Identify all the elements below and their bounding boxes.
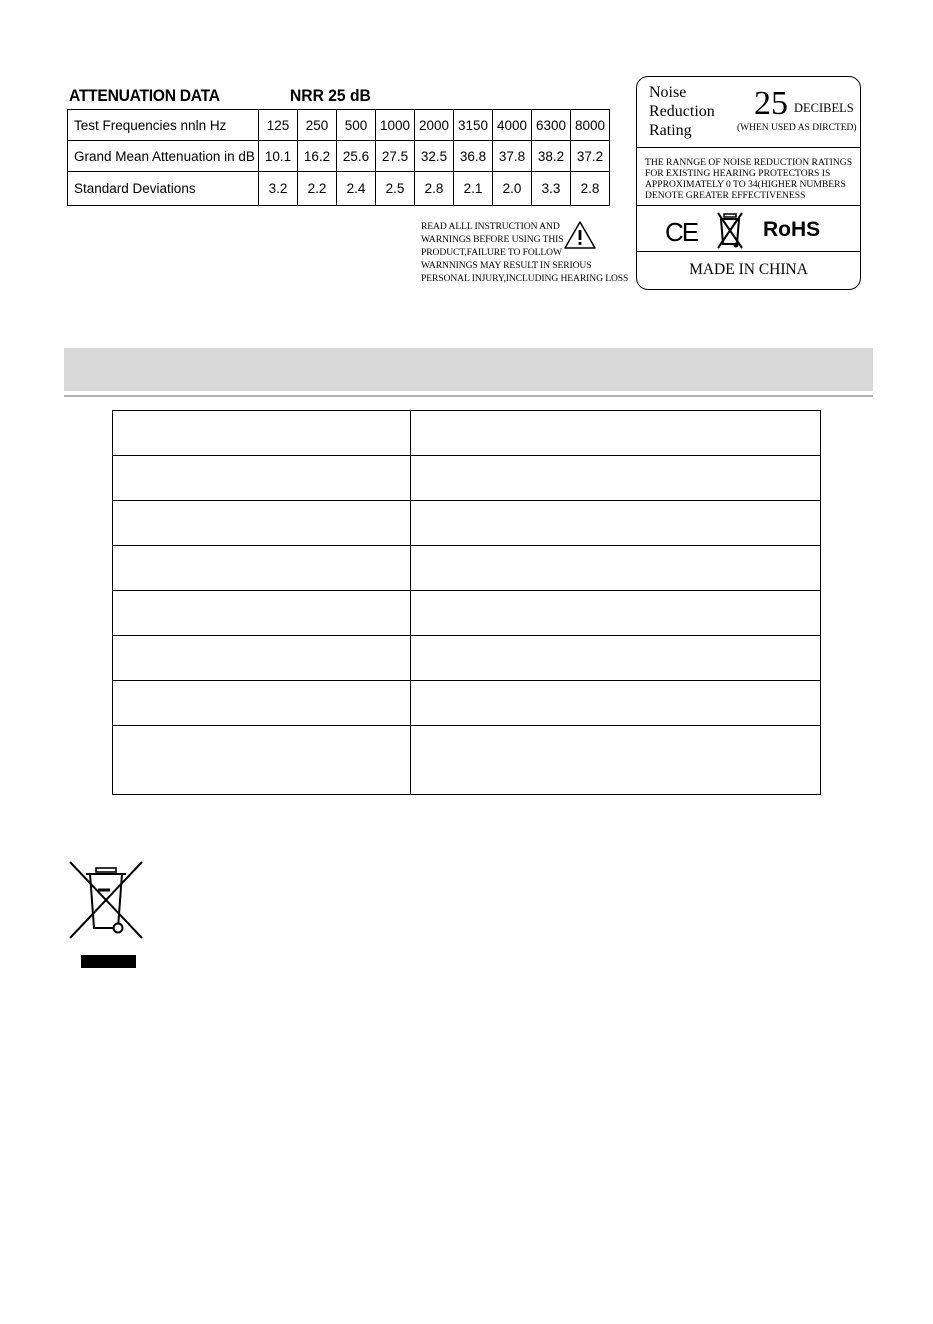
cell xyxy=(113,636,411,681)
divider xyxy=(637,147,860,148)
cell xyxy=(113,411,411,456)
table-row xyxy=(113,636,821,681)
table-row xyxy=(113,591,821,636)
cell: 6300 xyxy=(532,110,571,141)
cell: 3150 xyxy=(454,110,493,141)
cell: 2.2 xyxy=(298,172,337,206)
warning-line: WARNINGS BEFORE USING THIS xyxy=(421,233,564,245)
cell xyxy=(113,546,411,591)
cell xyxy=(113,501,411,546)
label-word: Rating xyxy=(649,122,692,139)
row-label: Grand Mean Attenuation in dB xyxy=(68,141,259,172)
cell: 2.4 xyxy=(337,172,376,206)
nrr-unit: DECIBELS xyxy=(794,101,854,115)
cell xyxy=(411,456,821,501)
attenuation-table xyxy=(67,109,610,206)
table-row xyxy=(113,501,821,546)
cell: 2.5 xyxy=(376,172,415,206)
cell xyxy=(411,411,821,456)
cell: 36.8 xyxy=(454,141,493,172)
section-header-bar xyxy=(64,348,873,391)
table-row xyxy=(113,456,821,501)
nrr-label xyxy=(636,76,861,290)
row-label: Test Frequencies nnln Hz xyxy=(68,110,259,141)
cell: 2.8 xyxy=(415,172,454,206)
cell: 8000 xyxy=(571,110,610,141)
cell xyxy=(113,681,411,726)
cell: 37.2 xyxy=(571,141,610,172)
cell: 37.8 xyxy=(493,141,532,172)
spec-table xyxy=(112,410,821,795)
cell: 38.2 xyxy=(532,141,571,172)
nrr-range-text xyxy=(645,157,860,201)
crossed-out-wheelie-bin-icon xyxy=(68,860,144,940)
cell xyxy=(113,456,411,501)
warning-line: PERSONAL INJURY,INCLUDING HEARING LOSS xyxy=(421,272,629,284)
cell: 32.5 xyxy=(415,141,454,172)
cell xyxy=(411,546,821,591)
label-word: Reduction xyxy=(649,103,715,120)
cell xyxy=(113,726,411,795)
table-row xyxy=(113,546,821,591)
range-line: DENOTE GREATER EFFECTIVENESS xyxy=(645,190,806,201)
cell: 2.8 xyxy=(571,172,610,206)
table-row xyxy=(68,172,610,206)
label-words xyxy=(649,83,715,140)
warning-line: PRODUCT,FAILURE TO FOLLOW xyxy=(421,246,562,258)
section-underline xyxy=(64,395,873,397)
row-label: Standard Deviations xyxy=(68,172,259,206)
made-in-china: MADE IN CHINA xyxy=(689,261,808,278)
crossed-out-wheelie-bin-icon xyxy=(716,210,744,250)
cell: 2000 xyxy=(415,110,454,141)
cell: 3.2 xyxy=(259,172,298,206)
cell: 16.2 xyxy=(298,141,337,172)
cell xyxy=(411,726,821,795)
table-row xyxy=(68,110,610,141)
cell: 500 xyxy=(337,110,376,141)
range-line: THE RANNGE OF NOISE REDUCTION RATINGS xyxy=(645,157,853,168)
cell: 25.6 xyxy=(337,141,376,172)
warning-triangle-icon xyxy=(563,220,597,250)
rohs-mark: RoHS xyxy=(763,218,821,241)
table-row xyxy=(113,411,821,456)
divider xyxy=(637,205,860,206)
cell: 125 xyxy=(259,110,298,141)
table-row xyxy=(113,726,821,795)
nrr-title: NRR 25 dB xyxy=(290,86,371,105)
cell xyxy=(411,681,821,726)
cell: 2.1 xyxy=(454,172,493,206)
cell: 2.0 xyxy=(493,172,532,206)
cell xyxy=(411,591,821,636)
usage-note: (WHEN USED AS DIRCTED) xyxy=(737,123,857,133)
label-word: Noise xyxy=(649,84,687,101)
nrr-number: 25 xyxy=(754,85,788,122)
cell xyxy=(113,591,411,636)
table-row xyxy=(113,681,821,726)
cell xyxy=(411,636,821,681)
cell: 250 xyxy=(298,110,337,141)
warning-line: WARNNINGS MAY RESULT IN SERIOUS xyxy=(421,259,592,271)
ce-mark: CE xyxy=(665,217,698,247)
cell: 1000 xyxy=(376,110,415,141)
warning-line: READ ALLL INSTRUCTION AND xyxy=(421,221,560,232)
range-line: FOR EXISTING HEARING PROTECTORS IS xyxy=(645,168,831,179)
weee-bar xyxy=(81,955,136,968)
cell: 27.5 xyxy=(376,141,415,172)
table-row xyxy=(68,141,610,172)
cell: 4000 xyxy=(493,110,532,141)
divider xyxy=(637,251,860,252)
attenuation-title: ATTENUATION DATA xyxy=(69,86,220,105)
cell: 10.1 xyxy=(259,141,298,172)
range-line: APPROXIMATELY 0 TO 34(HIGHER NUMBERS xyxy=(645,179,846,190)
cell xyxy=(411,501,821,546)
cell: 3.3 xyxy=(532,172,571,206)
